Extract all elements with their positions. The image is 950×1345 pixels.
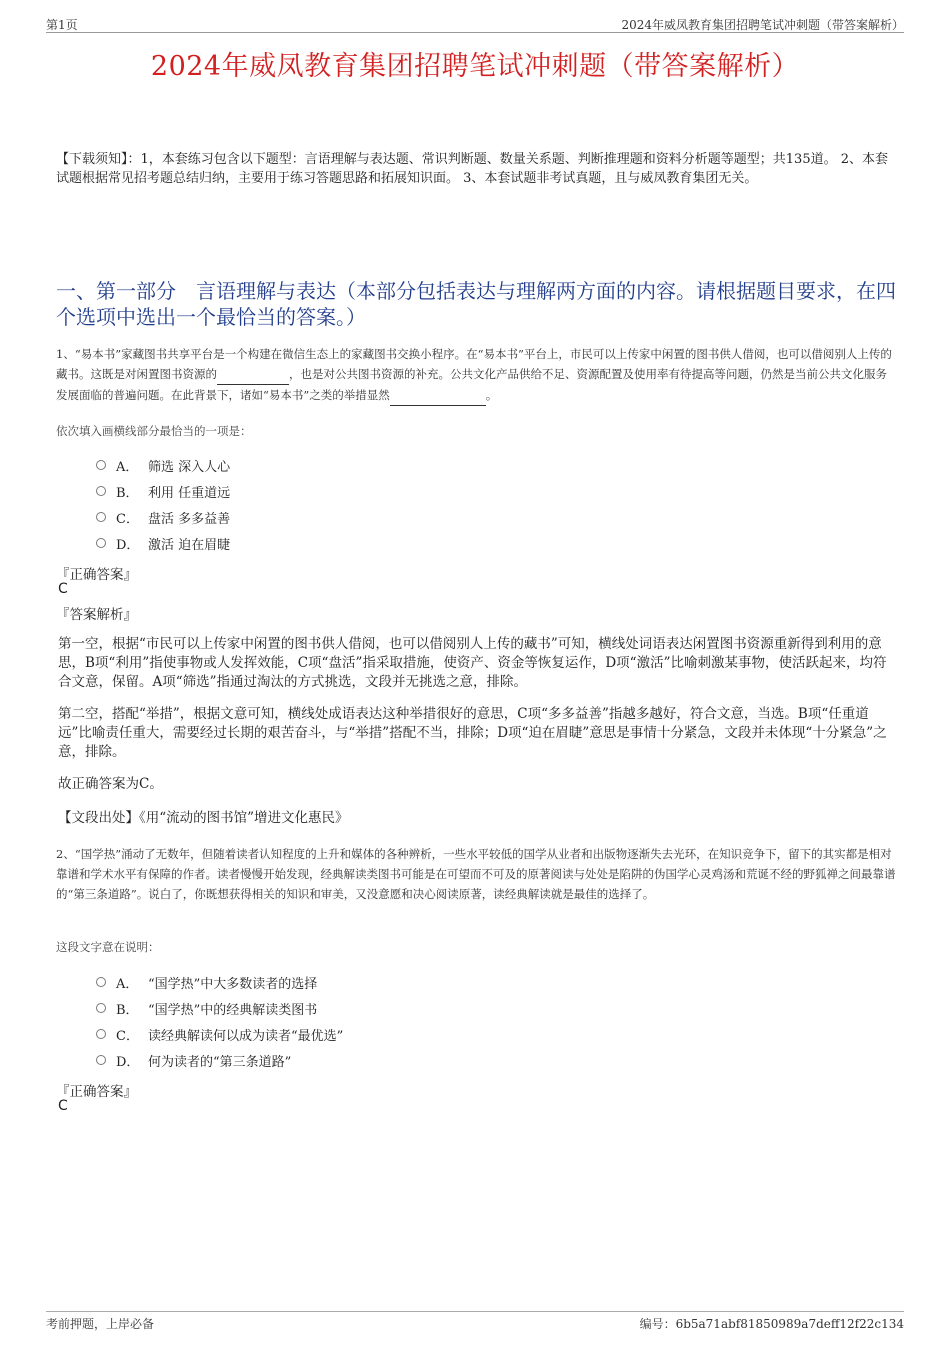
footer-slogan: 考前押题，上岸必备 bbox=[46, 1317, 155, 1331]
text-source: 【文段出处】《用“流动的图书馆”增进文化惠民》 bbox=[58, 810, 349, 826]
radio-icon[interactable] bbox=[96, 460, 106, 470]
option-c[interactable]: C． 盘活 多多益善 bbox=[96, 504, 230, 530]
correct-answer: C bbox=[58, 581, 68, 597]
document-id: 编号：6b5a71abf81850989a7deff12f22c134 bbox=[639, 1317, 904, 1331]
section-heading: 一、第一部分 言语理解与表达（本部分包括表达与理解两方面的内容。请根据题目要求，在四个选项中选出一个最恰当的答案。） bbox=[56, 279, 896, 329]
answer-label: 『正确答案』 bbox=[56, 567, 137, 583]
radio-icon[interactable] bbox=[96, 1029, 106, 1039]
radio-icon[interactable] bbox=[96, 1003, 106, 1013]
blank-2 bbox=[390, 385, 486, 406]
header-doc-title: 2024年威凤教育集团招聘笔试冲刺题（带答案解析） bbox=[621, 18, 904, 32]
download-notice: 【下载须知】：1，本套练习包含以下题型：言语理解与表达题、常识判断题、数量关系题、判断推理题和资料分析题等题型；共135道。 2、本套试题根据常见招考题总结归纳，主要用于练习答题思路和拓展知识面。 3、本套试题非考试真题，且与威凤教育集团无关。 bbox=[56, 152, 888, 186]
blank-1 bbox=[217, 364, 289, 385]
option-d[interactable]: D． 何为读者的“第三条道路” bbox=[96, 1047, 343, 1073]
question-2-instruction: 这段文字意在说明： bbox=[56, 940, 160, 954]
question-2-options bbox=[96, 969, 343, 1073]
radio-icon[interactable] bbox=[96, 486, 106, 496]
analysis-conclusion: 故正确答案为C。 bbox=[58, 776, 163, 792]
page-header bbox=[46, 14, 904, 33]
question-1-instruction: 依次填入画横线部分最恰当的一项是： bbox=[56, 424, 252, 438]
analysis-paragraph-2: 第二空，搭配“举措”，根据文意可知，横线处成语表达这种举措很好的意思，C项“多多益善”指越多越好，符合文意，当选。B项“任重道远”比喻责任重大，需要经过长期的艰苦奋斗，与“举措”搭配不当，排除；D项“迫在眉睫”意思是事情十分紧急，文段并未体现“十分紧急”之意，排除。 bbox=[58, 706, 887, 760]
radio-icon[interactable] bbox=[96, 1055, 106, 1065]
question-2-stem: 2、“国学热”涌动了无数年，但随着读者认知程度的上升和媒体的各种辨析，一些水平较低的国学从业者和出版物逐渐失去光环，在知识竞争下，留下的其实都是相对靠谱和学术水平有保障的作者。读者慢慢开始发现，经典解读类图书可能是在可望而不可及的原著阅读与处处是陷阱的伪国学心灵鸡汤和荒诞不经的野狐禅之间最靠谱的“第三条道路”。说白了，你既想获得相关的知识和审美，又没意愿和决心阅读原著，读经典解读就是最佳的选择了。 bbox=[56, 847, 896, 901]
radio-icon[interactable] bbox=[96, 538, 106, 548]
question-1-options bbox=[96, 452, 230, 556]
analysis-paragraph-1: 第一空，根据“市民可以上传家中闲置的图书供人借阅，也可以借阅别人上传的藏书”可知，横线处词语表达闲置图书资源重新得到利用的意思，B项“利用”指使事物或人发挥效能，C项“盘活”指采取措施，使资产、资金等恢复运作，D项“激活”比喻刺激某事物，使活跃起来，均符合文意，保留。A项“筛选”指通过淘汰的方式挑选，文段并无挑选之意，排除。 bbox=[58, 636, 887, 690]
document-title: 2024年威凤教育集团招聘笔试冲刺题（带答案解析） bbox=[150, 51, 800, 82]
option-d[interactable]: D． 激活 迫在眉睫 bbox=[96, 530, 230, 556]
option-b[interactable]: B． 利用 任重道远 bbox=[96, 478, 230, 504]
option-a[interactable]: A． “国学热”中大多数读者的选择 bbox=[96, 969, 343, 995]
answer-label: 『正确答案』 bbox=[56, 1084, 137, 1100]
option-a[interactable]: A． 筛选 深入人心 bbox=[96, 452, 230, 478]
option-b[interactable]: B． “国学热”中的经典解读类图书 bbox=[96, 995, 343, 1021]
page-number: 第1页 bbox=[46, 18, 78, 32]
radio-icon[interactable] bbox=[96, 512, 106, 522]
radio-icon[interactable] bbox=[96, 977, 106, 987]
page-footer bbox=[46, 1311, 904, 1332]
analysis-label: 『答案解析』 bbox=[56, 607, 137, 623]
option-c[interactable]: C． 读经典解读何以成为读者“最优选” bbox=[96, 1021, 343, 1047]
correct-answer: C bbox=[58, 1098, 68, 1114]
question-1-stem: 1、“易本书”家藏图书共享平台是一个构建在微信生态上的家藏图书交换小程序。在“易本书”平台上，市民可以上传家中闲置的图书供人借阅，也可以借阅别人上传的藏书。这既是对闲置图书资源的 ，也是对公共图书资源的补充。公共文化产品供给不足、资源配置及使用率有待提高等问题，仍然是当前公共文化服务发展面临的普遍问题。在此背景下，诸如“易本书”之类的举措显然 。 bbox=[56, 344, 898, 406]
